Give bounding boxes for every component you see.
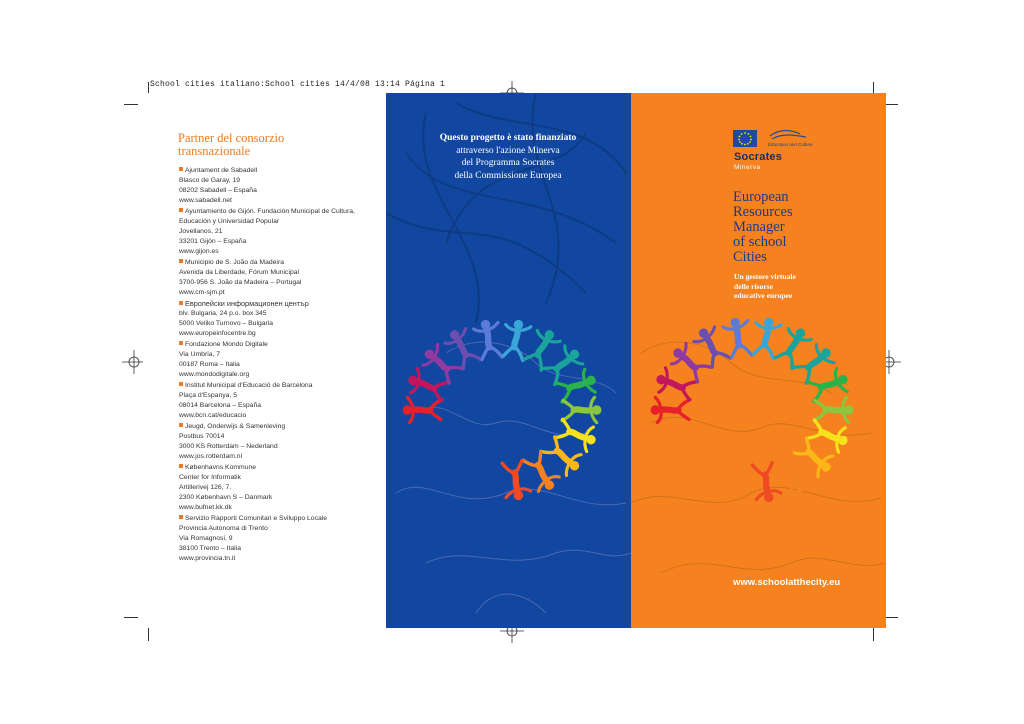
partner-name-text: Københavns Kommune	[185, 464, 257, 471]
partner-address-line: Via Umbria, 7	[179, 351, 221, 358]
partner-website[interactable]: www.jos.rotterdam.nl	[179, 453, 243, 460]
partner-name-text: Jeugd, Onderwijs & Samenleving	[185, 423, 286, 430]
cover-title-line: of school	[733, 234, 787, 250]
socrates-logo-text: Socrates	[734, 151, 783, 163]
partner-address-line: Avenida da Liberdade, Fórum Municipal	[179, 269, 300, 276]
partner-address-line: 3000 KS Rotterdam – Nederland	[179, 443, 278, 450]
partner-name-text: Municipio de S. João da Madeira	[185, 259, 284, 266]
education-culture-label: Education and Culture	[768, 142, 813, 147]
partner-website[interactable]: www.mondodigitale.org	[179, 371, 250, 378]
partner-website[interactable]: www.bcn.cat/educacio	[179, 412, 247, 419]
partner-website[interactable]: www.gijon.es	[179, 248, 219, 255]
partner-address-line: Jovellanos, 21	[179, 228, 223, 235]
partner-address-line: 08014 Barcelona – España	[179, 402, 262, 409]
partner-address-line: Provincia Autonoma di Trento	[179, 525, 268, 532]
partner-name-text: Ajuntament de Sabadell	[185, 167, 258, 174]
funding-line: della Commissione Europea	[454, 170, 562, 181]
cover-title-line: Cities	[733, 249, 767, 265]
partner-address-line: 3700-956 S. João da Madeira – Portugal	[179, 279, 302, 286]
cover-subtitle-line: Un gestore virtuale	[734, 272, 796, 281]
partner-address-line: blv. Bulgaria, 24 p.o. box 345	[179, 310, 267, 317]
website-link[interactable]: www.schoolatthecity.eu	[733, 577, 841, 588]
partner-address-line: 5000 Veliko Turnovo – Bulgaria	[179, 320, 274, 327]
partner-address-line: Postbus 70014	[179, 433, 225, 440]
cover-subtitle-line: delle risorse	[734, 281, 774, 291]
partner-website[interactable]: www.europeinfocentre.bg	[179, 330, 256, 337]
minerva-label: Minerva	[734, 164, 761, 171]
partner-address-line: Via Romagnosi, 9	[179, 535, 233, 542]
partner-address-line: Blasco de Garay, 19	[179, 177, 241, 184]
cover-subtitle-line: educative europee	[734, 291, 793, 300]
partner-address-line: 08202 Sabadell – España	[179, 187, 257, 194]
partner-website[interactable]: www.provincia.tn.it	[179, 555, 236, 562]
cover-title-line: Resources	[733, 204, 793, 220]
partner-address-line: Educación y Universidad Popular	[179, 218, 280, 225]
partner-name-text: Fondazione Mondo Digitale	[185, 341, 268, 348]
partners-title-line: Partner del consorzio	[178, 131, 285, 145]
cover-title	[733, 190, 873, 265]
funding-heading: Questo progetto è stato finanziato	[439, 133, 577, 143]
slug-line: School cities italiano:School cities 14/4/08 13:14 Página 1	[150, 80, 446, 89]
partner-name-text: Европейски информационен център	[185, 299, 309, 308]
partner-address-line: 00187 Roma – Italia	[179, 361, 240, 368]
partner-address-line: Artillerivej 126, 7.	[179, 484, 232, 491]
partners-title-line: transnazionale	[178, 144, 251, 158]
funding-line: del Programma Socrates	[461, 158, 555, 168]
funding-line: attraverso l'azione Minerva	[456, 145, 560, 156]
partner-website[interactable]: www.sabadell.net	[179, 197, 232, 204]
partner-address-line: 2300 København S – Danmark	[179, 494, 273, 501]
cover-title-line: European	[733, 189, 789, 205]
partner-address-line: Center for Informatik	[179, 474, 241, 481]
cover-subtitle	[734, 272, 874, 301]
partner-website[interactable]: www.bufnet.kk.dk	[179, 504, 232, 511]
partner-name-text: Institut Municipal d'Educació de Barcelona	[185, 382, 313, 389]
partner-address-line: Plaça d'Espanya, 5	[179, 392, 237, 399]
partner-name-text: Ayuntamiento de Gijón. Fundación Municipal de Cultura,	[185, 208, 355, 215]
partner-address-line: 33201 Gijón – España	[179, 238, 247, 245]
partner-name-text: Servizio Rapporti Comunitari e Sviluppo Locale	[185, 515, 328, 522]
partner-website[interactable]: www.cm-sjm.pt	[179, 289, 225, 296]
cover-title-line: Manager	[733, 219, 785, 235]
partner-address-line: 38100 Trento – Italia	[179, 545, 241, 552]
